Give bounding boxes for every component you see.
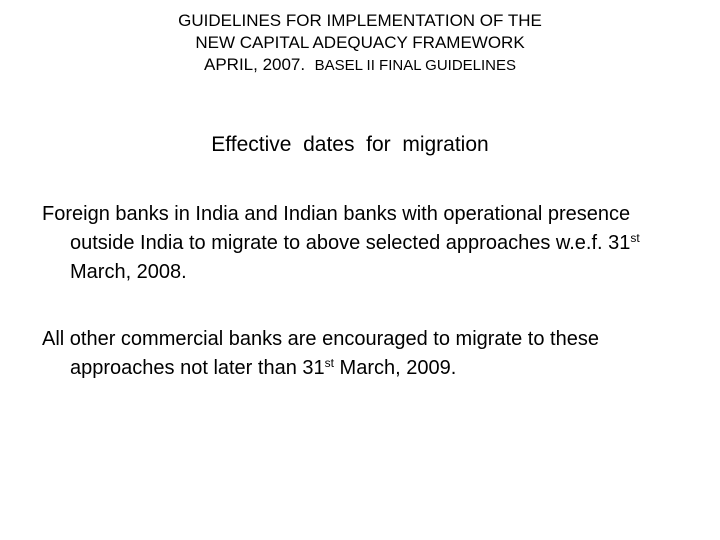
header-basel-label: BASEL II FINAL GUIDELINES [314,57,517,74]
paragraph-date: March, 2008. [70,232,651,283]
header-line-2: NEW CAPITAL ADEQUACY FRAMEWORK [195,33,525,52]
ordinal-suffix: st [324,356,334,370]
header-line-1: GUIDELINES FOR IMPLEMENTATION OF THE [178,11,542,30]
paragraph-text: All other commercial banks are encouraged to migrate to these approaches not later than 31 [42,328,599,379]
paragraph-foreign-banks [42,200,700,287]
header-date: APRIL, 2007. [203,55,315,74]
paragraph-date: March, 2009. [333,357,457,379]
header-line-3 [0,54,720,77]
slide-header [0,10,720,77]
paragraph-text: Foreign banks in India and Indian banks with operational presence outside India to migrate to above selected approaches w.e.f. 31 [42,203,631,254]
slide-subtitle: Effective dates for migration [211,133,489,156]
ordinal-suffix: st [630,231,640,245]
paragraph-other-banks [42,325,700,383]
